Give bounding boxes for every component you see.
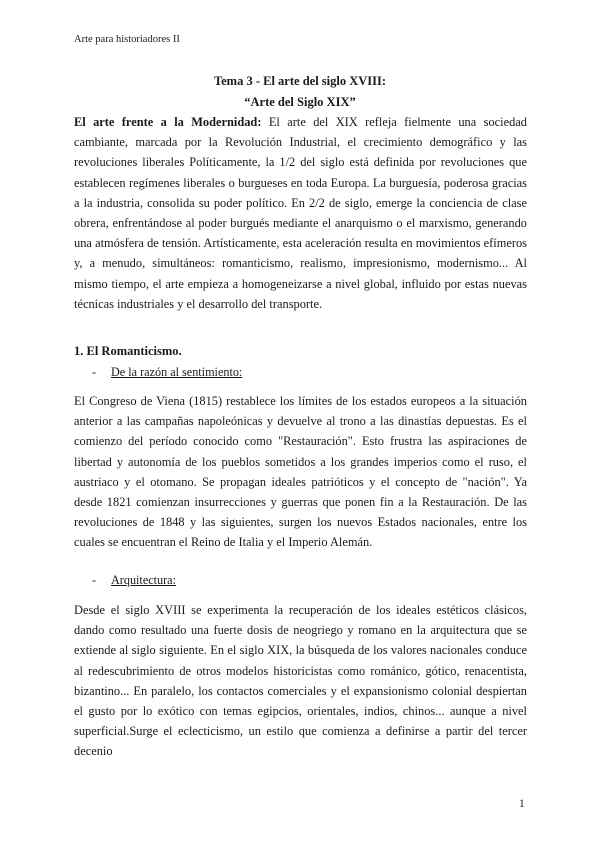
paragraph-arquitectura: Desde el siglo XVIII se experimenta la recuperación de los ideales estéticos clásicos, dando como resultado una fuerte dosis de neogriego y romano en la arquitectura que se extiende al siglo siguiente. En el siglo XIX, la búsqueda de los valores nacionales conduce al redescubrimiento de otros modelos historicistas como románico, gótico, renacentista, bizantino... En paralelo, los contactos comerciales y el expansionismo colonial despiertan el gusto por lo exótico con temas egipcios, orientales, indios, chinos... aunque a nivel superficial.Surge el eclecticismo, un estilo que comienza a definirse a partir del tercer decenio — [74, 603, 527, 759]
subsection-bullet-2 — [92, 573, 176, 588]
page-subtitle: “Arte del Siglo XIX” — [244, 95, 356, 109]
subsection-heading-2: Arquitectura: — [111, 573, 176, 587]
page-number: 1 — [519, 798, 525, 810]
intro-paragraph — [74, 112, 527, 314]
intro-lead: El arte frente a la Modernidad: — [74, 115, 262, 129]
page-title: Tema 3 - El arte del siglo XVIII: — [213, 74, 387, 88]
paragraph-block-2 — [74, 391, 527, 553]
subsection-bullet-1 — [92, 365, 242, 380]
bullet-marker: - — [92, 365, 97, 379]
paragraph-block-3 — [74, 600, 527, 762]
bullet-marker: - — [92, 573, 97, 587]
running-header: Arte para historiadores II — [74, 34, 180, 45]
paragraph-restauracion: El Congreso de Viena (1815) restablece los límites de los estados europeos a la situación anterior a las campañas napoleónicas y devuelve al trono a las dinastías depuestas. Es el comienzo del período conocido como "Restauración". Esto frustra las aspiraciones de libertad y autonomía de los pueblos sometidos a los grandes imperios como el ruso, el austriaco y el otomano. Se propagan ideales patrióticos y el concepto de "nación". Ya desde 1821 comienzan insurrecciones y guerras que ponen fin a la Restauración. De las revoluciones de 1848 y las siguientes, surgen los nuevos Estados nacionales, entre los cuales se encuentran el Reino de Italia y el Imperio Alemán. — [74, 394, 527, 550]
subsection-heading-1: De la razón al sentimiento: — [111, 365, 243, 379]
intro-text: El arte del XIX refleja fielmente una sociedad cambiante, marcada por la Revolución Industrial, el crecimiento demográfico y las revoluciones liberales Políticamente, la 1/2 del siglo está definida por revoluciones que establecen regímenes liberales o burgueses en toda Europa. La burguesía, poderosa gracias a la industria, consolida su poder político. En 2/2 de siglo, emerge la conciencia de clase obrera, enfrentándose al poder burgués mediante el anarquismo o el marxismo, generando una atmósfera de tensión. Artísticamente, esta aceleración resulta en movimientos efímeros y, a menudo, simultáneos: romanticismo, realismo, impresionismo, modernismo... Al mismo tiempo, el arte empieza a homogeneizarse a nivel global, influido por estas nuevas técnicas industriales y el desarrollo del transporte. — [74, 115, 527, 311]
section-heading: 1. El Romanticismo. — [74, 344, 182, 358]
intro-paragraph-block — [74, 112, 527, 314]
